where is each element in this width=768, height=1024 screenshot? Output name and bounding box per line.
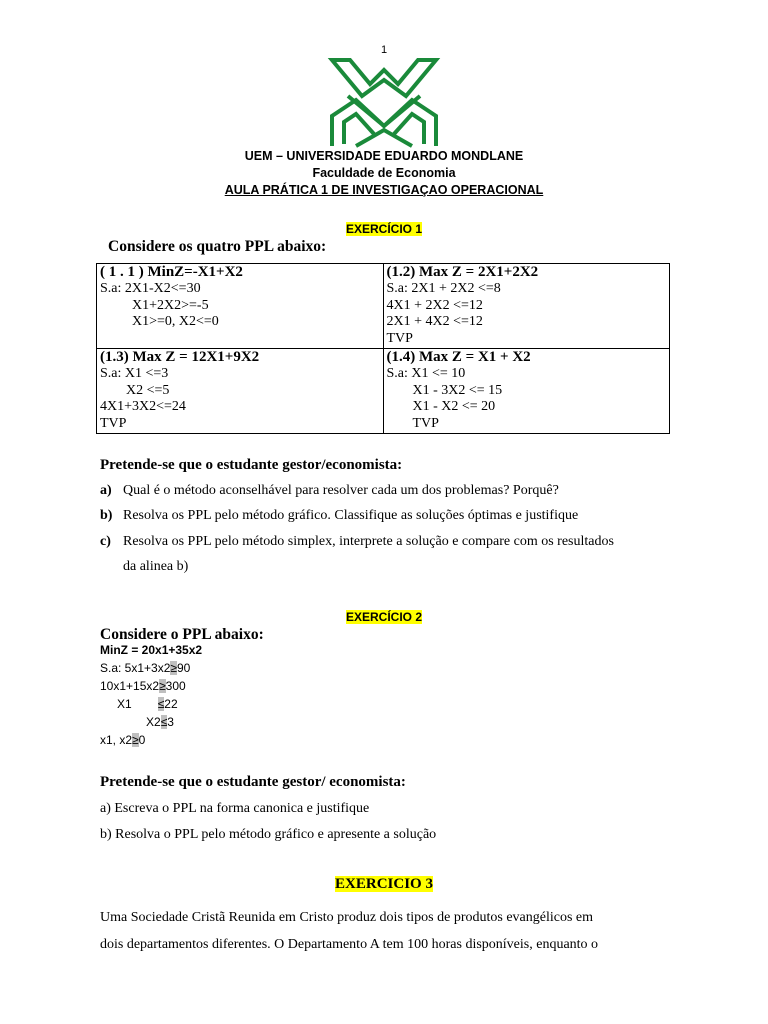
exercise-2-title [0,610,768,624]
constraint-lhs: X2 [146,715,161,729]
question-label: b) [100,508,113,523]
ppl-2-constraint [100,731,145,749]
exercise-2-title-text: EXERCÍCIO 2 [345,610,423,624]
ppl-1-3-line: TVP [100,416,127,432]
ppl-2-constraint [146,713,174,731]
ppl-1-2-line: 2X1 + 4X2 <=12 [386,314,483,330]
ppl-2-constraint [100,659,190,677]
ppl-1-2-line: 4X1 + 2X2 <=12 [386,297,483,313]
exercise-3-line: Uma Sociedade Cristã Reunida em Cristo produz dois tipos de produtos evangélicos em [100,910,594,925]
ppl-1-3-line: X2 <=5 [126,382,170,398]
ppl-2-constraint [100,677,186,695]
constraint-operator: ≥ [132,733,139,747]
ppl-1-3-line: 4X1+3X2<=24 [100,399,186,415]
question-c-continuation: da alinea b) [123,559,189,574]
constraint-lhs: x1, x2 [100,733,133,747]
ppl-1-2-cell [383,264,670,349]
exercise-1-task-intro: Pretende-se que o estudante gestor/economista: [100,457,403,473]
constraint-rhs: 22 [164,697,178,711]
ppl-2-objective: MinZ = 20x1+35x2 [100,643,203,657]
constraint-operator: ≤ [160,715,168,729]
ppl-1-1-line: X1>=0, X2<=0 [132,314,219,330]
page-number: 1 [380,44,388,56]
ppl-1-4-line: S.a: X1 <= 10 [386,365,466,381]
question-text: Resolva os PPL pelo método gráfico. Classifique as soluções óptimas e justifique [123,508,579,523]
constraint-operator: ≥ [170,661,177,675]
faculty-name: Faculdade de Economia [312,166,456,180]
constraint-rhs: 0 [138,733,146,747]
ppl-1-3-title: (1.3) Max Z = 12X1+9X2 [100,348,260,365]
exercise-1-intro: Considere os quatro PPL abaixo: [108,238,327,255]
exercise-1-title-text: EXERCÍCIO 1 [345,222,423,236]
question-label: c) [100,534,111,549]
question-b [100,503,680,529]
ppl-1-4-cell [383,348,670,433]
ppl-1-2-title: (1.2) Max Z = 2X1+2X2 [386,264,539,280]
exercise-3-line: dois departamentos diferentes. O Departamento A tem 100 horas disponíveis, enquanto o [100,937,599,952]
uem-logo [326,56,442,150]
ppl-1-2-line: TVP [386,331,413,347]
exercise-2-task-intro: Pretende-se que o estudante gestor/ economista: [100,774,406,790]
ppl-1-1-title: ( 1 . 1 ) MinZ=-X1+X2 [100,264,243,280]
constraint-rhs: 90 [176,661,191,675]
exercise-1-title [0,222,768,236]
ppl-1-4-title: (1.4) Max Z = X1 + X2 [386,348,531,365]
ppl-1-3-cell [97,348,384,433]
exercise-2-question-a: a) Escreva o PPL na forma canonica e justifique [100,801,370,816]
constraint-lhs: S.a: 5x1+3x2 [100,661,171,675]
question-text: Resolva os PPL pelo método simplex, interprete a solução e compare com os resultados [123,534,614,549]
constraint-operator: ≥ [159,679,166,693]
ppl-1-1-line: S.a: 2X1-X2<=30 [100,280,201,296]
ppl-table [96,263,670,434]
ppl-1-4-line: X1 - X2 <= 20 [412,399,496,415]
constraint-operator: ≤ [157,697,165,711]
exercise-3-title-text: EXERCICIO 3 [335,876,433,892]
ppl-1-1-cell [97,264,384,349]
ppl-1-1-line: X1+2X2>=-5 [132,297,209,313]
question-a [100,478,680,504]
ppl-1-2-line: S.a: 2X1 + 2X2 <=8 [386,280,501,296]
exercise-3-title [0,876,768,893]
question-c [100,529,680,555]
ppl-1-4-line: X1 - 3X2 <= 15 [412,382,503,398]
ppl-2-constraint [117,695,178,713]
exercise-2-question-b: b) Resolva o PPL pelo método gráfico e apresente a solução [100,827,437,842]
university-name: UEM – UNIVERSIDADE EDUARDO MONDLANE [244,149,524,163]
question-label: a) [100,483,112,498]
constraint-lhs: X1 [117,697,132,711]
course-title: AULA PRÁTICA 1 DE INVESTIGAÇAO OPERACIONAL [224,183,544,197]
constraint-rhs: 300 [165,679,186,693]
exercise-2-intro: Considere o PPL abaixo: [100,626,264,643]
constraint-lhs: 10x1+15x2 [100,679,160,693]
constraint-rhs: 3 [167,715,174,729]
ppl-1-4-line: TVP [412,416,439,432]
ppl-1-3-line: S.a: X1 <=3 [100,365,169,381]
question-text: Qual é o método aconselhável para resolver cada um dos problemas? Porquê? [123,483,559,498]
